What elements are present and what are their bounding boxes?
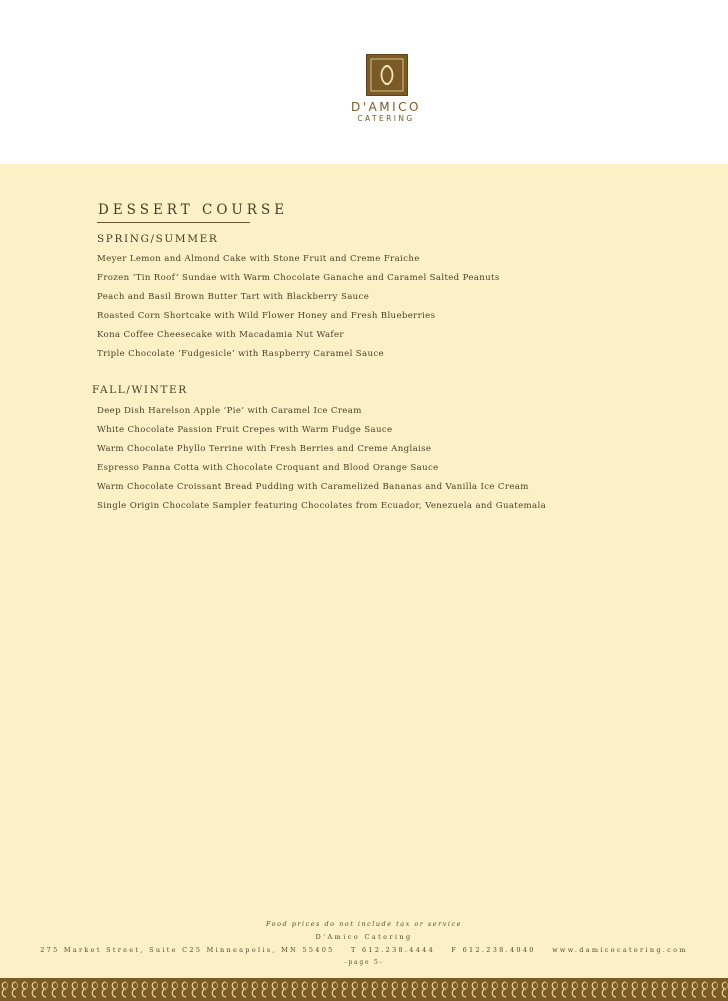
list-item: Warm Chocolate Phyllo Terrine with Fresh Berries and Creme Anglaise [97,444,432,454]
list-item: Frozen ‘Tin Roof’ Sundae with Warm Chocolate Ganache and Caramel Salted Peanuts [97,273,500,283]
list-item: Roasted Corn Shortcake with Wild Flower Honey and Fresh Blueberries [97,311,436,321]
footer-website[interactable]: www.damicocatering.com [552,946,688,954]
fall-winter-heading: FALL/WINTER [92,384,188,396]
list-item: White Chocolate Passion Fruit Crepes with Warm Fudge Sauce [97,425,393,435]
list-item: Warm Chocolate Croissant Bread Pudding with Caramelized Bananas and Vanilla Ice Cream [97,482,529,492]
logo-mark [366,54,408,96]
list-item: Kona Coffee Cheesecake with Macadamia Nut Wafer [97,330,344,340]
spring-summer-heading: SPRING/SUMMER [97,233,219,245]
list-item: Espresso Panna Cotta with Chocolate Croquant and Blood Orange Sauce [97,463,439,473]
course-title: DESSERT COURSE [98,202,289,218]
list-item: Deep Dish Harelson Apple ‘Pie’ with Caramel Ice Cream [97,406,362,416]
footer-fax: F 612.238.4040 [451,946,536,954]
page-number: -page 5- [344,959,384,966]
list-item: Peach and Basil Brown Butter Tart with Blackberry Sauce [97,292,370,302]
border-pattern-icon [0,978,728,1001]
brand-subtitle: CATERING [357,114,415,123]
monogram-icon [367,55,407,95]
spring-summer-list [97,254,500,368]
footer-note: Food prices do not include tax or service [266,920,462,928]
title-divider [97,222,250,223]
brand-name: D'AMICO [351,100,421,114]
list-item: Triple Chocolate ‘Fudgesicle’ with Raspberry Caramel Sauce [97,349,384,359]
list-item: Single Origin Chocolate Sampler featuring Chocolates from Ecuador, Venezuela and Guatemala [97,501,547,511]
decorative-border [0,978,728,1001]
footer-contact [0,946,728,954]
footer-phone: T 612.238.4444 [350,946,436,954]
footer-company: D’Amico Catering [315,933,413,941]
fall-winter-list [97,406,546,520]
list-item: Meyer Lemon and Almond Cake with Stone Fruit and Creme Fraiche [97,254,420,264]
footer-address: 275 Market Street, Suite C25 Minneapolis, MN 55405 [40,946,335,954]
header-area [0,0,728,164]
